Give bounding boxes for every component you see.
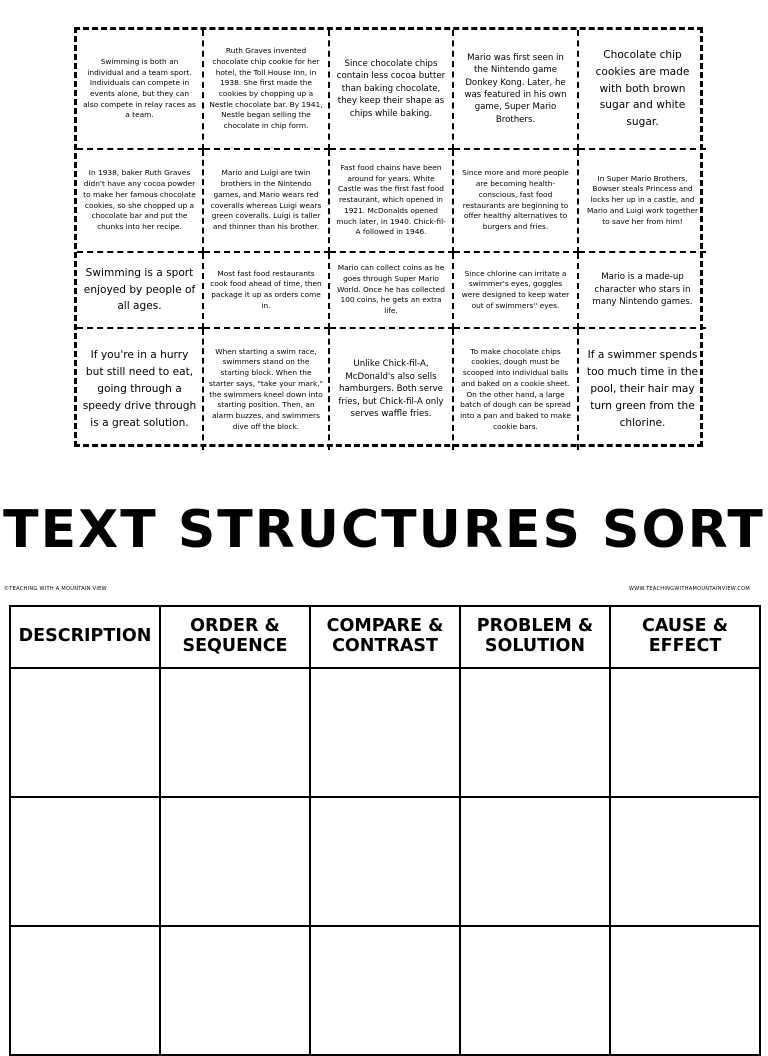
text-card[interactable]	[204, 253, 330, 329]
text-card[interactable]	[204, 329, 330, 450]
sort-table	[9, 605, 761, 1056]
column-header-compare-contrast: COMPARE & CONTRAST	[310, 606, 460, 668]
text-card[interactable]	[77, 30, 204, 150]
text-card[interactable]	[454, 30, 579, 150]
card-text: In Super Mario Brothers, Bowser steals Princess and locks her up in a castle, and Mario and Luigi work together to save her from him!	[586, 173, 698, 226]
text-card[interactable]	[579, 329, 706, 450]
column-header-cause-effect: CAUSE & EFFECT	[610, 606, 760, 668]
sort-table-header	[10, 606, 760, 668]
website-credit: WWW.TEACHINGWITHAMOUNTAINVIEW.COM	[629, 586, 750, 592]
card-text: Fast food chains have been around for years. White Castle was the first fast food restaurant, which opened in 1921. McDonalds opened much later, in 1940. Chick-fil-A followed in 1946.	[336, 162, 446, 237]
card-text: Mario and Luigi are twin brothers in the Nintendo games, and Mario wears red coveralls whereas Luigi wears green coveralls. Luigi is taller and thinner than his brother.	[210, 168, 322, 231]
drop-cell[interactable]	[460, 797, 610, 926]
text-card[interactable]	[77, 329, 204, 450]
text-card[interactable]	[330, 150, 454, 253]
card-text: Chocolate chip cookies are made with both brown sugar and white sugar.	[595, 48, 690, 129]
card-text: Swimming is a sport enjoyed by people of all ages.	[83, 266, 196, 313]
text-card[interactable]	[77, 150, 204, 253]
drop-cell[interactable]	[10, 797, 160, 926]
card-text: Since chocolate chips contain less cocoa butter than baking chocolate, they keep their shape as chips while baking.	[336, 58, 446, 119]
card-text: Most fast food restaurants cook food ahead of time, then package it up as orders come in.	[210, 268, 322, 310]
text-card[interactable]	[454, 253, 579, 329]
drop-cell[interactable]	[310, 668, 460, 797]
card-text: Since chlorine can irritate a swimmer's eyes, goggles were designed to keep water out of swimmers'' eyes.	[461, 268, 570, 310]
drop-cell[interactable]	[160, 668, 310, 797]
card-text: Ruth Graves invented chocolate chip cookie for her hotel, the Toll House Inn, in 1938. She first made the cookies by chopping up a Nestle chocolate bar. By 1941, Nestle began selling the chocolate in chip form.	[209, 46, 323, 131]
column-header-order-sequence: ORDER & SEQUENCE	[160, 606, 310, 668]
text-card[interactable]	[204, 30, 330, 150]
drop-cell[interactable]	[10, 926, 160, 1055]
drop-cell[interactable]	[460, 668, 610, 797]
drop-cell[interactable]	[610, 926, 760, 1055]
text-card[interactable]	[330, 329, 454, 450]
table-row	[10, 668, 760, 797]
text-card[interactable]	[77, 253, 204, 329]
text-card[interactable]	[330, 253, 454, 329]
card-text: Swimming is both an individual and a team sport. Individuals can compete in events alone, but they can also compete in relay races as a team.	[83, 56, 196, 120]
text-card[interactable]	[454, 329, 579, 450]
drop-cell[interactable]	[310, 926, 460, 1055]
text-card[interactable]	[579, 30, 706, 150]
text-card[interactable]	[579, 253, 706, 329]
card-text: If you're in a hurry but still need to eat, going through a speedy drive through is a great solution.	[82, 349, 197, 429]
text-card[interactable]	[579, 150, 706, 253]
card-text: Since more and more people are becoming health-conscious, fast food restaurants are beginning to offer healthy alternatives to burgers and fries.	[462, 168, 569, 231]
column-header-problem-solution: PROBLEM & SOLUTION	[460, 606, 610, 668]
table-row	[10, 926, 760, 1055]
drop-cell[interactable]	[610, 668, 760, 797]
drop-cell[interactable]	[460, 926, 610, 1055]
card-text: Mario can collect coins as he goes through Super Mario World. Once he has collected 100 coins, he gets an extra life.	[337, 263, 445, 316]
drop-cell[interactable]	[610, 797, 760, 926]
card-text: Unlike Chick-fil-A, McDonald's also sells hamburgers. Both serve fries, but Chick-fil-A only serves waffle fries.	[338, 359, 444, 420]
text-card[interactable]	[204, 150, 330, 253]
column-header-description: DESCRIPTION	[10, 606, 160, 668]
page-title: TEXT STRUCTURES SORT	[3, 500, 765, 560]
text-card[interactable]	[454, 150, 579, 253]
card-text: In 1938, baker Ruth Graves didn't have any cocoa powder to make her famous chocolate cookies, so she chopped up a chocolate bar and put the chunks into her recipe.	[83, 168, 196, 231]
copyright-credit: ©TEACHING WITH A MOUNTAIN VIEW	[4, 586, 107, 592]
drop-cell[interactable]	[160, 926, 310, 1055]
card-text: Mario is a made-up character who stars in many Nintendo games.	[592, 272, 693, 308]
drop-cell[interactable]	[310, 797, 460, 926]
drop-cell[interactable]	[160, 797, 310, 926]
card-text: If a swimmer spends too much time in the pool, their hair may turn green from the chlorine.	[586, 349, 699, 429]
text-cards-grid	[74, 27, 703, 447]
card-text: When starting a swim race, swimmers stand on the starting block. When the starter says, "take your mark," the swimmers kneel down into starting position. Then, an alarm buzzes, and swimmers dive off the block.	[209, 346, 323, 431]
text-card[interactable]	[330, 30, 454, 150]
card-text: To make chocolate chips cookies, dough must be scooped into individual balls and baked on a cookie sheet. On the other hand, a large batch of dough can be spread into a pan and baked to make cookie bars.	[460, 346, 571, 431]
drop-cell[interactable]	[10, 668, 160, 797]
card-text: Mario was first seen in the Nintendo game Donkey Kong. Later, he was featured in his own game, Super Mario Brothers.	[464, 52, 567, 125]
table-row	[10, 797, 760, 926]
